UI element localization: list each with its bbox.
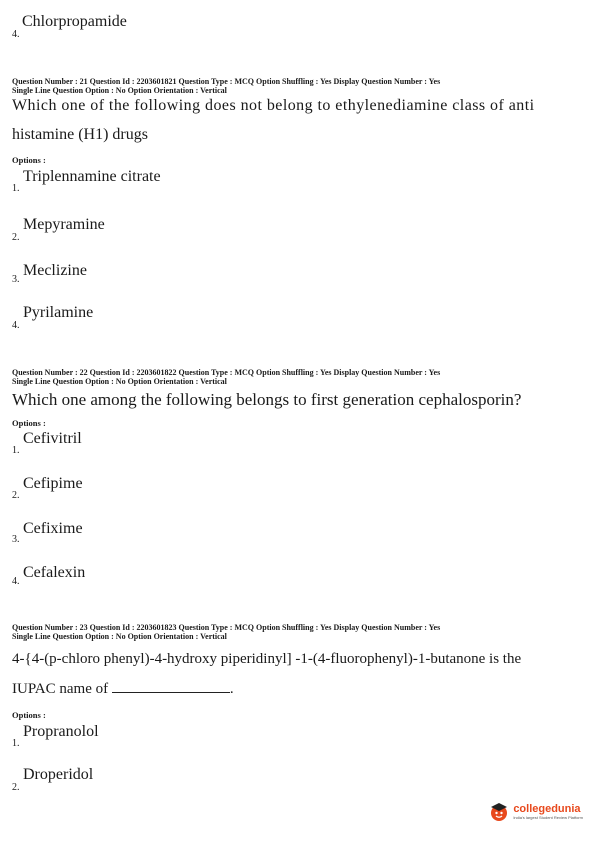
- option-text: Triplennamine citrate: [23, 168, 161, 185]
- option-text: Chlorpropamide: [22, 13, 127, 30]
- logo-brand-text: collegedunia: [513, 802, 581, 815]
- question-meta-line2: Single Line Question Option : No Option Orientation : Vertical: [12, 377, 227, 386]
- option-number: 1.: [12, 183, 20, 194]
- question-text-line2: [12, 680, 234, 698]
- question-text-prefix: IUPAC name of: [12, 681, 109, 697]
- option-number: 2.: [12, 232, 20, 243]
- question-meta-line1: Question Number : 22 Question Id : 2203601822 Question Type : MCQ Option Shuffling : Yes Display Question Number : Yes: [12, 368, 441, 377]
- options-label: Options :: [12, 710, 46, 720]
- option-number: 2.: [12, 782, 20, 793]
- option-text: Cefixime: [23, 520, 83, 537]
- option-text: Cefivitril: [23, 430, 82, 447]
- question-text-line2: histamine (H1) drugs: [12, 126, 148, 143]
- options-label: Options :: [12, 418, 46, 428]
- question-meta-line1: Question Number : 21 Question Id : 2203601821 Question Type : MCQ Option Shuffling : Yes Display Question Number : Yes: [12, 77, 441, 86]
- option-number: 3.: [12, 534, 20, 545]
- question-text-line1: Which one among the following belongs to first generation cephalosporin?: [12, 390, 522, 409]
- graduate-icon: [488, 800, 510, 822]
- option-text: Pyrilamine: [23, 304, 94, 321]
- option-text: Meclizine: [23, 262, 87, 279]
- option-text: Propranolol: [23, 723, 99, 740]
- option-text: Droperidol: [23, 766, 94, 783]
- option-text: Cefalexin: [23, 564, 86, 581]
- option-number: 4.: [12, 29, 20, 40]
- option-number: 4.: [12, 576, 20, 587]
- logo-tagline: India's largest Student Review Platform: [513, 814, 583, 820]
- option-number: 4.: [12, 320, 20, 331]
- options-label: Options :: [12, 155, 46, 165]
- question-text-line1: Which one of the following does not belong to ethylenediamine class of anti: [12, 97, 535, 114]
- question-meta-line1: Question Number : 23 Question Id : 2203601823 Question Type : MCQ Option Shuffling : Yes Display Question Number : Yes: [12, 623, 441, 632]
- question-meta-line2: Single Line Question Option : No Option Orientation : Vertical: [12, 632, 227, 641]
- question-text-suffix: .: [229, 681, 234, 697]
- question-text-line1: 4-{4-(p-chloro phenyl)-4-hydroxy piperidinyl] -1-(4-fluorophenyl)-1-butanone is the: [12, 651, 522, 667]
- option-number: 1.: [12, 445, 20, 456]
- option-number: 1.: [12, 738, 20, 749]
- option-text: Cefipime: [23, 475, 83, 492]
- option-number: 2.: [12, 490, 20, 501]
- option-number: 3.: [12, 274, 20, 285]
- answer-blank: [112, 680, 230, 693]
- collegedunia-logo: [488, 800, 583, 822]
- question-meta-line2: Single Line Question Option : No Option Orientation : Vertical: [12, 86, 227, 95]
- option-text: Mepyramine: [23, 216, 105, 233]
